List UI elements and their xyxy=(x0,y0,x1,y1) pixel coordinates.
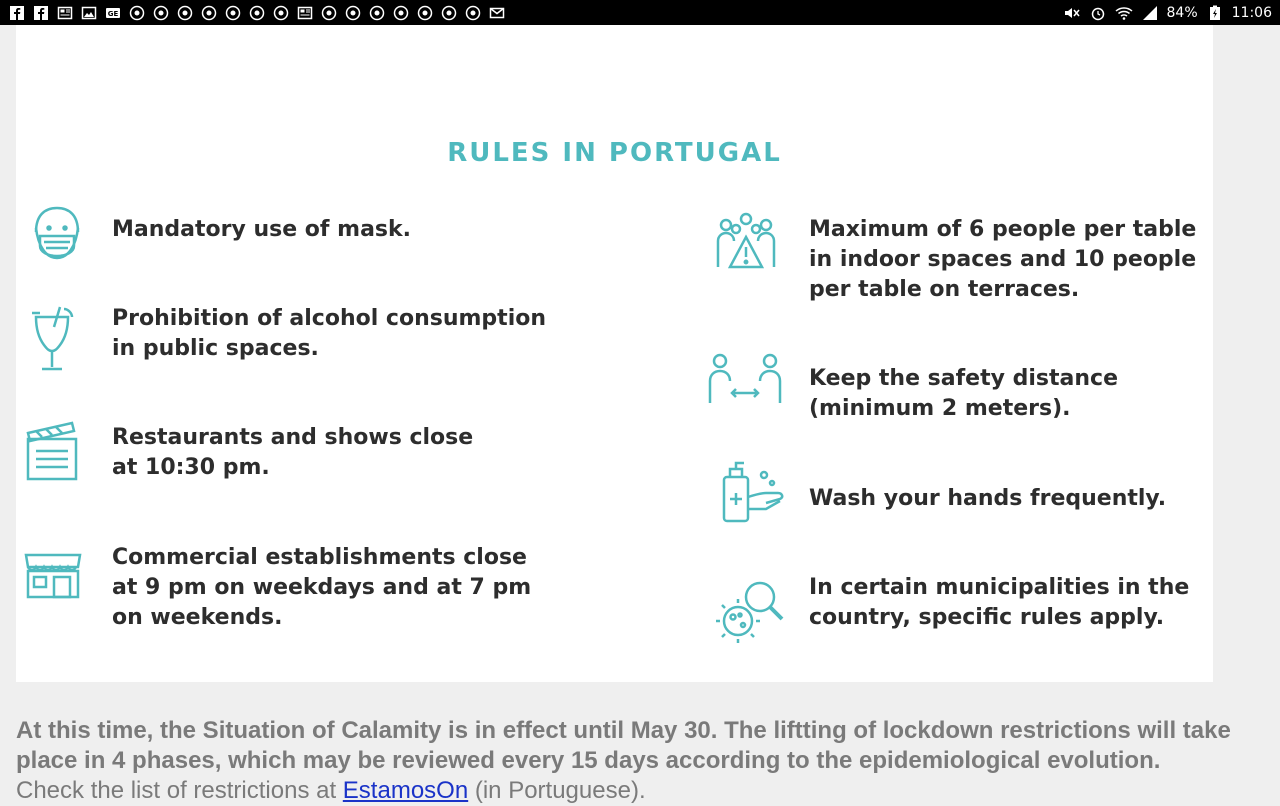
chrome-icon xyxy=(344,4,362,22)
news-icon xyxy=(296,4,314,22)
notification-icons xyxy=(8,4,506,22)
calamity-statement: At this time, the Situation of Calamity is in effect until May 30. The liftting of lockdown restrictions will take place in 4 phases, which may be reviewed every 15 days according to the epidemiological evolution. xyxy=(16,717,1231,774)
chrome-icon xyxy=(224,4,242,22)
facebook-icon xyxy=(32,4,50,22)
hand-wash-icon xyxy=(718,457,788,529)
check-prefix-text: Check the list of restrictions at xyxy=(16,777,343,804)
infographic-card xyxy=(16,25,1213,682)
estamoson-link[interactable]: EstamosOn xyxy=(342,777,469,804)
mask-icon xyxy=(26,198,88,270)
chrome-icon xyxy=(248,4,266,22)
distance-icon xyxy=(706,349,784,421)
battery-charging-icon xyxy=(1206,4,1224,22)
chrome-icon xyxy=(200,4,218,22)
chrome-icon xyxy=(272,4,290,22)
rule-municipalities-text: In certain municipalities in the country, specific rules apply. xyxy=(809,575,1190,630)
rule-table-text: Maximum of 6 people per table in indoor spaces and 10 people per table on terraces. xyxy=(809,217,1197,302)
rule-distance-text: Keep the safety distance (minimum 2 meters). xyxy=(809,366,1118,421)
signal-icon xyxy=(1141,4,1159,22)
rule-restaurants-text: Restaurants and shows close at 10:30 pm. xyxy=(112,425,474,480)
status-bar xyxy=(0,0,1280,25)
rule-commercial-text: Commercial establishments close at 9 pm on weekdays and at 7 pm on weekends. xyxy=(112,545,532,630)
facebook-icon xyxy=(8,4,26,22)
virus-search-icon xyxy=(716,575,786,647)
chrome-icon xyxy=(440,4,458,22)
cocktail-icon xyxy=(24,303,80,375)
storefront-icon xyxy=(22,541,84,613)
chrome-icon xyxy=(392,4,410,22)
rule-alcohol-text: Prohibition of alcohol consumption in public spaces. xyxy=(112,306,547,361)
mute-icon xyxy=(1063,4,1081,22)
chrome-icon xyxy=(176,4,194,22)
mail-icon xyxy=(488,4,506,22)
clock-time: 11:06 xyxy=(1231,4,1272,21)
system-status xyxy=(1063,4,1272,22)
rule-mask-text: Mandatory use of mask. xyxy=(112,217,412,242)
check-suffix-text: (in Portuguese). xyxy=(468,777,646,804)
clapperboard-icon xyxy=(24,415,80,487)
group-warning-icon xyxy=(710,207,782,279)
chrome-icon xyxy=(464,4,482,22)
battery-percent: 84% xyxy=(1166,4,1198,21)
article-paragraph xyxy=(16,716,1256,806)
rule-handwash-text: Wash your hands frequently. xyxy=(809,486,1167,511)
chrome-icon xyxy=(152,4,170,22)
chrome-icon xyxy=(320,4,338,22)
wifi-icon xyxy=(1115,4,1133,22)
chrome-icon xyxy=(416,4,434,22)
chrome-icon xyxy=(368,4,386,22)
ge-icon xyxy=(104,4,122,22)
gallery-icon xyxy=(80,4,98,22)
svg-text:GE: GE xyxy=(107,9,119,18)
news-icon xyxy=(56,4,74,22)
chrome-icon xyxy=(128,4,146,22)
alarm-icon xyxy=(1089,4,1107,22)
infographic-title: RULES IN PORTUGAL xyxy=(447,138,782,168)
